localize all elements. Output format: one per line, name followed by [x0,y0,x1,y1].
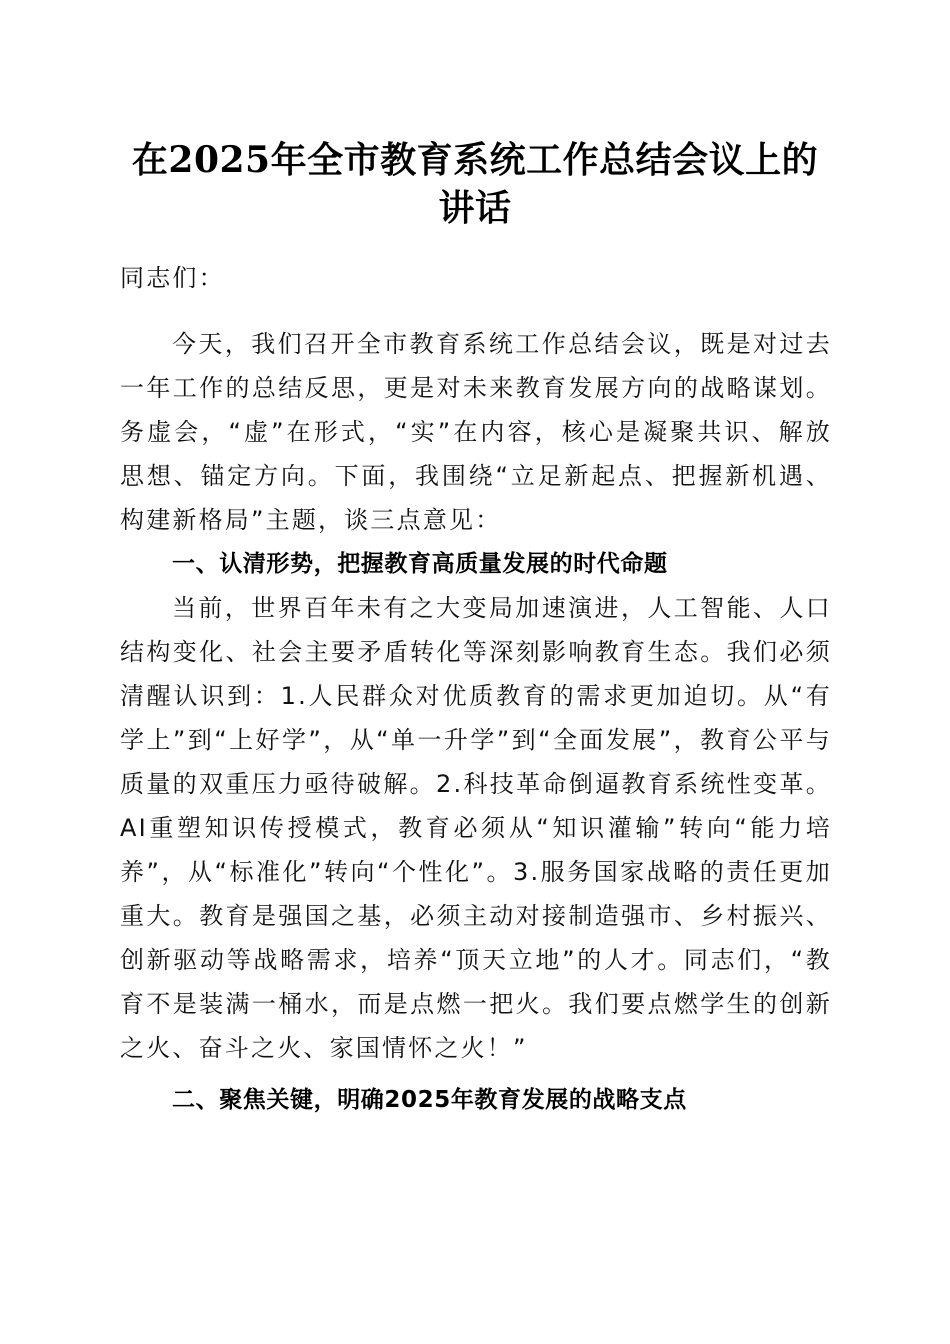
section-2-heading: 二、聚焦关键，明确2025年教育发展的战略支点 [172,1087,687,1113]
greeting: 同志们： [120,264,225,292]
section-1-paragraph: 当前，世界百年未有之大变局加速演进，人工智能、人口结构变化、社会主要矛盾转化等深刻影响教育生态。我们必须清醒认识到：1.人民群众对优质教育的需求更加迫切。从“有学上”到“上好学”，从“单一升学”到“全面发展”，教育公平与质量的双重压力亟待破解。2.科技革命倒逼教育系统性变革。AI重塑知识传授模式，教育必须从“知识灌输”转向“能力培养”，从“标准化”转向“个性化”。3.服务国家战略的责任更加重大。教育是强国之基，必须主动对接制造强市、乡村振兴、创新驱动等战略需求，培养“顶天立地”的人才。同志们，“教育不是装满一桶水，而是点燃一把火。我们要点燃学生的创新之火、奋斗之火、家国情怀之火！” [120,594,832,1062]
section-1-heading: 一、认清形势，把握教育高质量发展的时代命题 [172,551,668,577]
intro-paragraph: 今天，我们召开全市教育系统工作总结会议，既是对过去一年工作的总结反思，更是对未来教育发展方向的战略谋划。务虚会，“虚”在形式，“实”在内容，核心是凝聚共识、解放思想、锚定方向。下面，我围绕“立足新起点、把握新机遇、构建新格局”主题，谈三点意见： [120,330,832,534]
document-title: 在2025年全市教育系统工作总结会议上的讲话 [131,139,819,229]
